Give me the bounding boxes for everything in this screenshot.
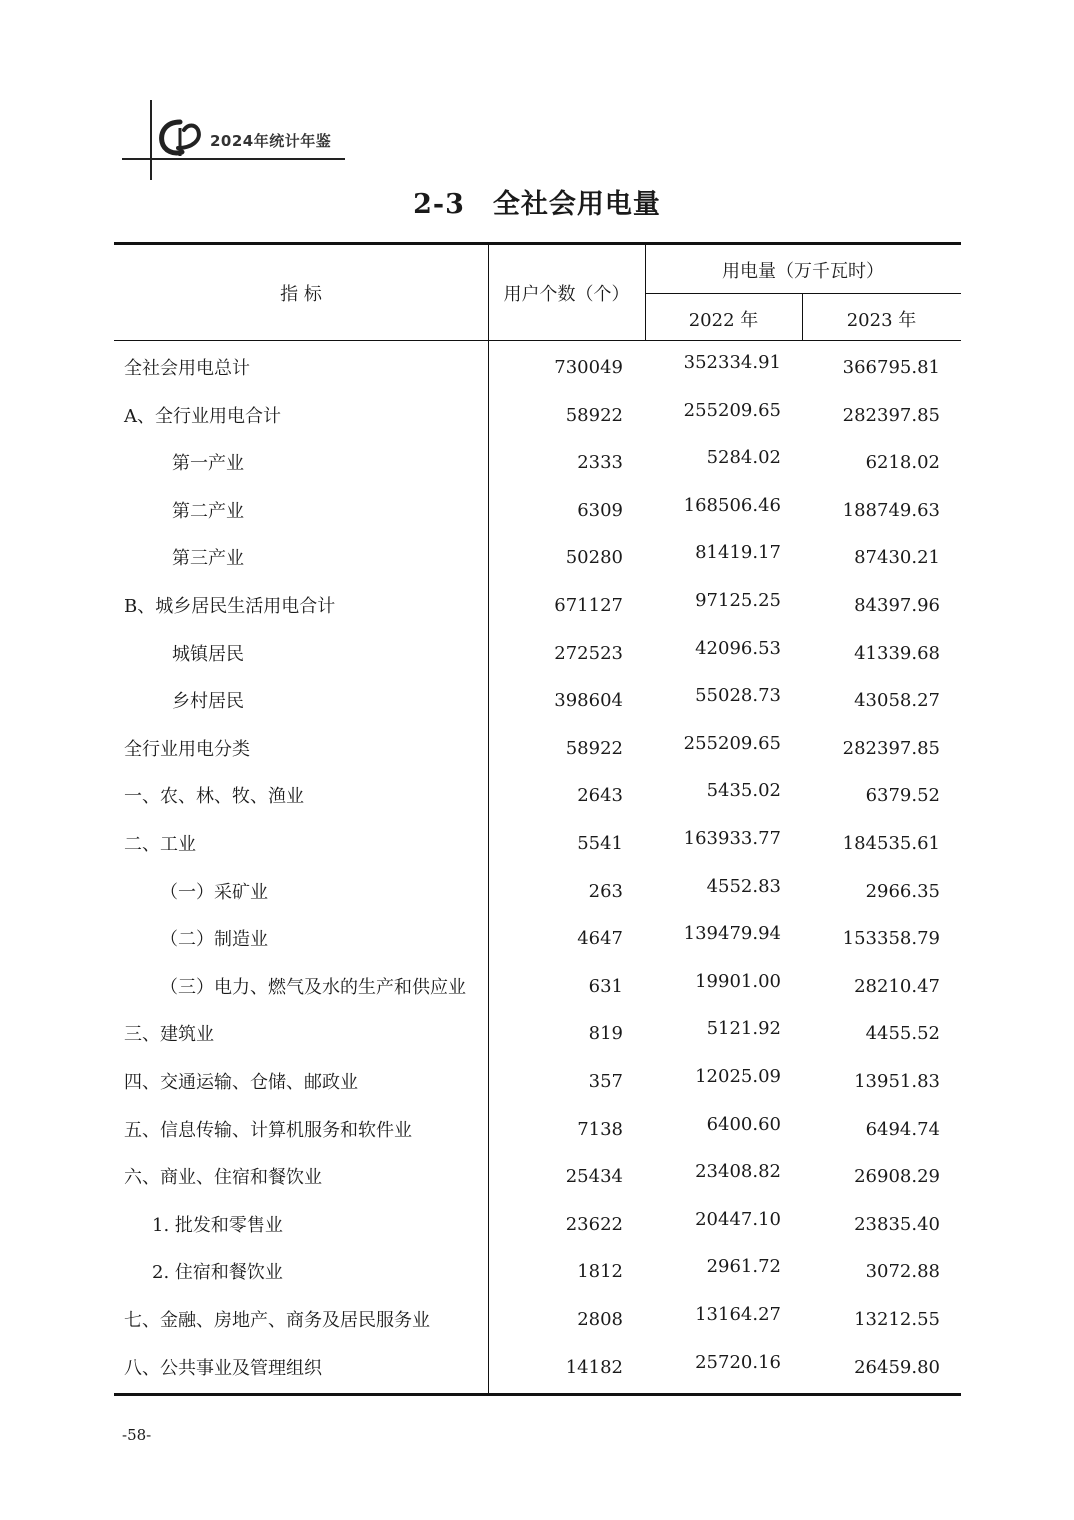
page-title [0, 182, 1074, 221]
cell-users: 357 [588, 1071, 623, 1092]
table-row [114, 1294, 961, 1342]
cell-2023: 188749.63 [842, 500, 940, 521]
row-label: （二）制造业 [160, 929, 268, 950]
cell-2023: 87430.21 [854, 547, 940, 568]
row-label: 全行业用电分类 [124, 739, 250, 760]
table-row [114, 723, 961, 771]
table-header-rule [114, 340, 961, 341]
cell-2023: 28210.47 [854, 976, 940, 997]
cell-users: 7138 [577, 1119, 623, 1140]
cell-2023: 153358.79 [842, 928, 940, 949]
cell-users: 2333 [577, 452, 623, 473]
cell-2022: 19901.00 [695, 971, 781, 992]
cell-2023: 26459.80 [854, 1357, 940, 1378]
row-label: 第二产业 [172, 501, 244, 522]
table-title-text: 全社会用电量 [492, 189, 661, 220]
cell-users: 4647 [577, 928, 623, 949]
cell-users: 6309 [577, 500, 623, 521]
cell-users: 23622 [565, 1214, 623, 1235]
row-label: 八、公共事业及管理组织 [124, 1358, 322, 1379]
row-label: 2. 住宿和餐饮业 [152, 1262, 283, 1283]
cell-2022: 352334.91 [683, 352, 781, 373]
cell-2022: 13164.27 [695, 1304, 781, 1325]
row-label: 城镇居民 [172, 644, 244, 665]
cell-2022: 42096.53 [695, 638, 781, 659]
cell-users: 631 [588, 976, 623, 997]
cell-2023: 3072.88 [865, 1261, 940, 1282]
table-row [114, 580, 961, 628]
header-indicator: 指 标 [280, 284, 322, 305]
cell-2023: 13951.83 [854, 1071, 940, 1092]
row-label: 一、农、林、牧、渔业 [124, 786, 304, 807]
table-row [114, 1246, 961, 1294]
row-label: 四、交通运输、仓储、邮政业 [124, 1072, 358, 1093]
cell-2022: 5121.92 [706, 1018, 781, 1039]
table-row [114, 961, 961, 1009]
table-row [114, 342, 961, 390]
table-row [114, 1342, 961, 1390]
cell-2022: 97125.25 [695, 590, 781, 611]
row-label: （一）采矿业 [160, 882, 268, 903]
cell-2022: 139479.94 [683, 923, 781, 944]
row-label: 全社会用电总计 [124, 358, 250, 379]
row-label: B、城乡居民生活用电合计 [124, 596, 336, 617]
header-year-2022: 2022 年 [688, 310, 759, 331]
cell-2022: 255209.65 [683, 733, 781, 754]
cell-2022: 23408.82 [695, 1161, 781, 1182]
cell-2023: 43058.27 [854, 690, 940, 711]
cell-2022: 2961.72 [706, 1256, 781, 1277]
cell-2022: 5284.02 [706, 447, 781, 468]
table-row [114, 485, 961, 533]
cell-2022: 20447.10 [695, 1209, 781, 1230]
page-number: -58- [122, 1426, 152, 1444]
cell-users: 2643 [577, 785, 623, 806]
row-label: 七、金融、房地产、商务及居民服务业 [124, 1310, 430, 1331]
row-label: 1. 批发和零售业 [152, 1215, 283, 1236]
table-row [114, 532, 961, 580]
row-label: 五、信息传输、计算机服务和软件业 [124, 1120, 412, 1141]
table-code: 2-3 [413, 189, 465, 220]
cell-2023: 6379.52 [865, 785, 940, 806]
cell-2023: 282397.85 [842, 738, 940, 759]
cell-2022: 6400.60 [706, 1114, 781, 1135]
cell-2022: 25720.16 [695, 1352, 781, 1373]
cell-2023: 6494.74 [865, 1119, 940, 1140]
cell-users: 58922 [565, 738, 623, 759]
cell-2023: 4455.52 [865, 1023, 940, 1044]
cell-2023: 282397.85 [842, 405, 940, 426]
table-row [114, 1199, 961, 1247]
header-vertical-rule [150, 100, 152, 180]
cell-2023: 26908.29 [854, 1166, 940, 1187]
table-row [114, 675, 961, 723]
cell-2022: 81419.17 [695, 542, 781, 563]
table-row [114, 1008, 961, 1056]
table-bottom-rule [114, 1393, 961, 1396]
cell-2023: 2966.35 [865, 881, 940, 902]
cell-2023: 366795.81 [842, 357, 940, 378]
table-row [114, 628, 961, 676]
table-row [114, 913, 961, 961]
row-label: A、全行业用电合计 [124, 406, 281, 427]
cell-2023: 184535.61 [842, 833, 940, 854]
cell-2022: 4552.83 [706, 876, 781, 897]
table-row [114, 1151, 961, 1199]
cell-users: 272523 [554, 643, 623, 664]
cell-users: 263 [588, 881, 623, 902]
cell-2023: 13212.55 [854, 1309, 940, 1330]
table-row [114, 770, 961, 818]
cell-users: 50280 [565, 547, 623, 568]
table-row [114, 866, 961, 914]
header-year-2023: 2023 年 [846, 310, 917, 331]
cell-users: 5541 [577, 833, 623, 854]
table-row [114, 1104, 961, 1152]
row-label: 六、商业、住宿和餐饮业 [124, 1167, 322, 1188]
cell-users: 58922 [565, 405, 623, 426]
yearbook-logo-icon [158, 118, 204, 158]
cell-users: 398604 [554, 690, 623, 711]
cell-users: 1812 [577, 1261, 623, 1282]
table-row [114, 437, 961, 485]
cell-2023: 6218.02 [865, 452, 940, 473]
header-horizontal-rule [122, 158, 345, 160]
cell-users: 730049 [554, 357, 623, 378]
cell-users: 25434 [565, 1166, 623, 1187]
cell-2023: 41339.68 [854, 643, 940, 664]
header-power: 用电量（万千瓦时） [722, 261, 884, 282]
table-row [114, 1056, 961, 1104]
row-label: （三）电力、燃气及水的生产和供应业 [160, 977, 466, 998]
cell-users: 819 [588, 1023, 623, 1044]
header-users: 用户个数（个） [503, 284, 630, 305]
cell-2022: 255209.65 [683, 400, 781, 421]
cell-2022: 168506.46 [683, 495, 781, 516]
row-label: 第一产业 [172, 453, 244, 474]
row-label: 三、建筑业 [124, 1024, 214, 1045]
subheader-rule [645, 293, 961, 294]
cell-2022: 5435.02 [706, 780, 781, 801]
row-label: 乡村居民 [172, 691, 244, 712]
cell-users: 14182 [565, 1357, 623, 1378]
table-row [114, 390, 961, 438]
row-label: 二、工业 [124, 834, 196, 855]
row-label: 第三产业 [172, 548, 244, 569]
cell-2022: 163933.77 [683, 828, 781, 849]
yearbook-label: 2024年统计年鉴 [210, 132, 332, 150]
cell-2023: 23835.40 [854, 1214, 940, 1235]
cell-2022: 12025.09 [695, 1066, 781, 1087]
cell-2023: 84397.96 [854, 595, 940, 616]
cell-users: 2808 [577, 1309, 623, 1330]
cell-users: 671127 [554, 595, 623, 616]
table-top-rule [114, 242, 961, 245]
cell-2022: 55028.73 [695, 685, 781, 706]
table-row [114, 818, 961, 866]
